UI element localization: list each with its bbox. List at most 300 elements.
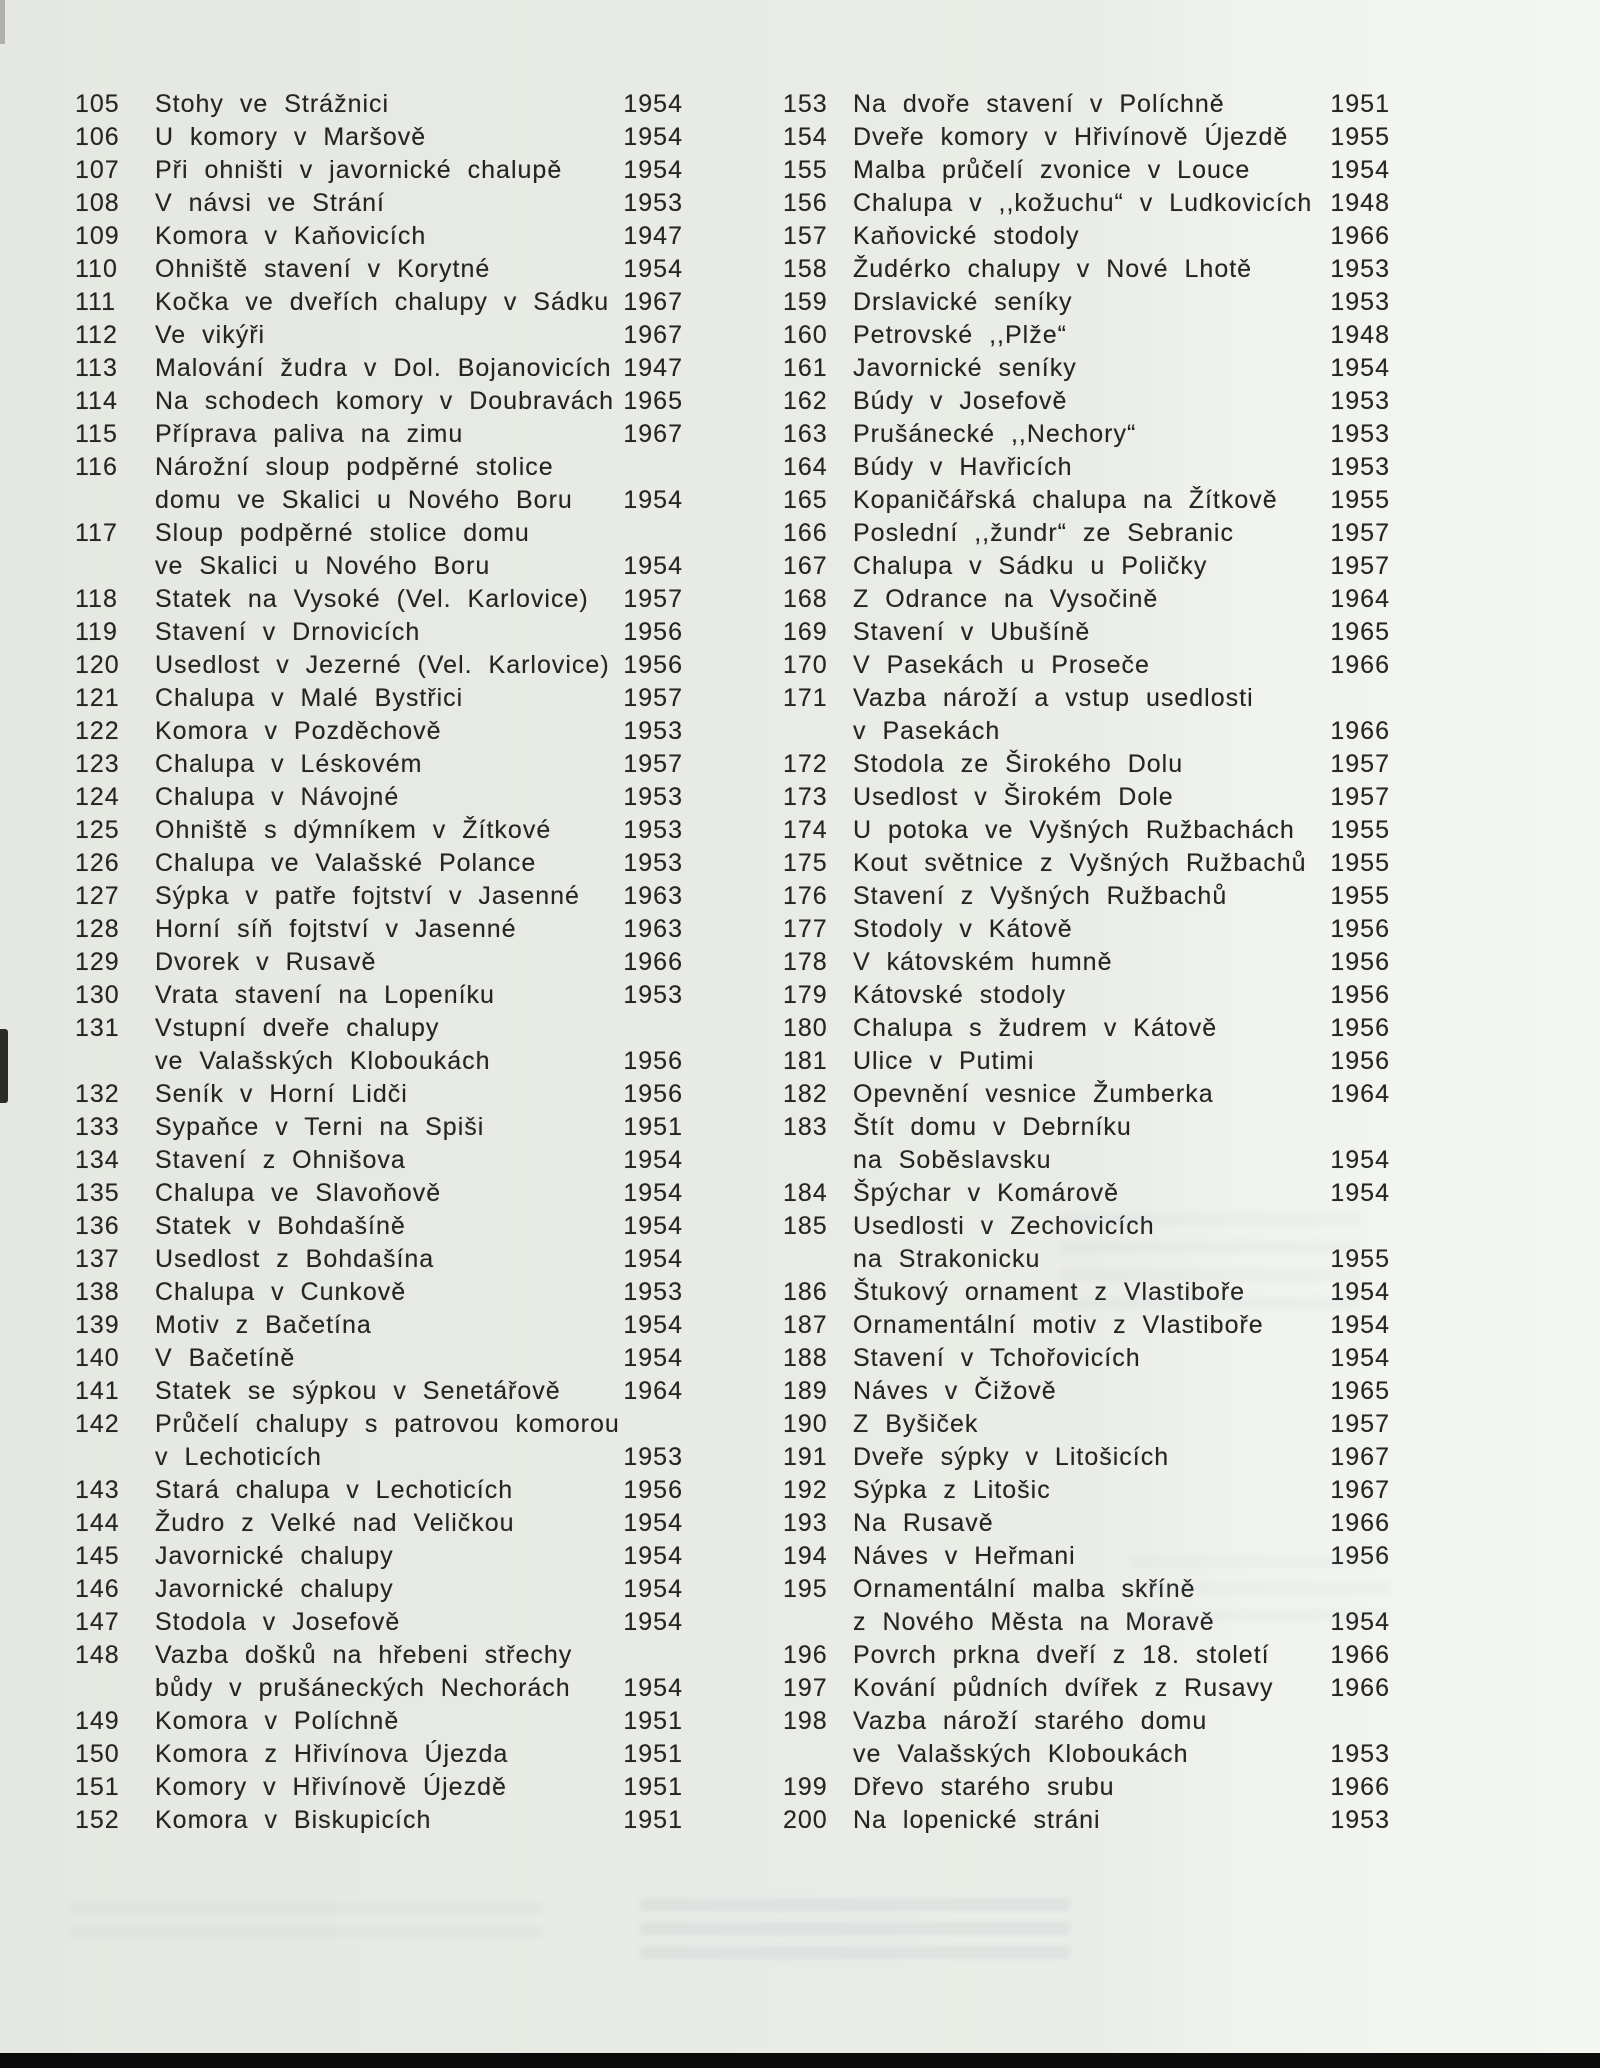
entry-line [75,913,683,946]
entry-year: 1954 [623,1311,683,1339]
entry-year: 1948 [1330,321,1390,349]
entry-number: 149 [75,1707,120,1735]
entry-line [75,319,683,352]
entry-year: 1951 [623,1707,683,1735]
entry-number: 146 [75,1575,120,1603]
entry-caption: Ve vikýři [155,321,266,349]
scan-artifact-left-edge-mark [0,1029,8,1103]
entry-line [783,649,1390,682]
list-entry [75,814,683,847]
entry-number: 126 [75,849,120,877]
entry-number: 136 [75,1212,120,1240]
entry-year: 1966 [1330,1674,1390,1702]
list-entry [783,748,1390,781]
list-entry [783,880,1390,913]
list-entry [783,220,1390,253]
entry-number: 172 [783,750,828,778]
entry-year: 1955 [1330,486,1390,514]
entry-line [75,1639,683,1672]
entry-number: 144 [75,1509,120,1537]
entry-number: 157 [783,222,828,250]
entry-caption: Usedlost v Širokém Dole [853,783,1174,811]
entry-year: 1965 [623,387,683,415]
entry-caption: Z Odrance na Vysočině [853,585,1159,613]
entry-number: 105 [75,90,120,118]
entry-number: 118 [75,585,118,613]
entry-number: 130 [75,981,120,1009]
entry-line [75,418,683,451]
entry-year: 1966 [1330,651,1390,679]
entry-year: 1953 [623,816,683,844]
entry-year: 1954 [1330,1311,1390,1339]
entry-caption: Opevnění vesnice Žumberka [853,1080,1214,1108]
entry-number: 111 [75,288,117,316]
entry-line [783,286,1390,319]
entry-number: 127 [75,882,120,910]
entry-caption: Ohniště s dýmníkem v Žítkové [155,816,552,844]
entry-number: 190 [783,1410,828,1438]
entry-caption: Vazba nároží starého domu [853,1707,1208,1735]
entry-caption: Statek v Bohdašíně [155,1212,406,1240]
list-entry [783,1276,1390,1309]
entry-year: 1966 [1330,222,1390,250]
entry-number: 159 [783,288,828,316]
entry-number: 152 [75,1806,120,1834]
entry-line [783,517,1390,550]
entry-line [783,1606,1390,1639]
entry-year: 1954 [623,1344,683,1372]
entry-line [783,748,1390,781]
list-entry [783,418,1390,451]
entry-caption: Stavení z Vyšných Ružbachů [853,882,1228,910]
entry-number: 120 [75,651,120,679]
entry-year: 1955 [1330,849,1390,877]
entry-line [75,517,683,550]
entry-number: 115 [75,420,118,448]
entry-number: 194 [783,1542,828,1570]
list-entry [783,1771,1390,1804]
entry-year: 1954 [623,90,683,118]
entry-year: 1948 [1330,189,1390,217]
entry-caption: Kočka ve dveřích chalupy v Sádku [155,288,610,316]
entry-caption: Seník v Horní Lidči [155,1080,408,1108]
list-entry [75,1210,683,1243]
entry-year: 1954 [623,1542,683,1570]
entry-number: 200 [783,1806,828,1834]
entry-year: 1957 [1330,1410,1390,1438]
entry-year: 1954 [1330,1344,1390,1372]
entry-number: 155 [783,156,828,184]
entry-number: 188 [783,1344,828,1372]
list-entry [75,1573,683,1606]
entry-year: 1947 [623,222,683,250]
entry-year: 1954 [1330,354,1390,382]
entry-caption: Sýpka v patře fojtství v Jasenné [155,882,580,910]
entry-line [783,1474,1390,1507]
list-entry [75,880,683,913]
entry-caption: Chalupa v Cunkově [155,1278,407,1306]
entry-number: 197 [783,1674,828,1702]
entry-year: 1953 [623,1278,683,1306]
entry-number: 112 [75,321,118,349]
entry-line [783,1804,1390,1837]
list-entry [783,781,1390,814]
entry-number: 196 [783,1641,828,1669]
entry-number: 123 [75,750,120,778]
entry-line [783,1705,1390,1738]
list-entry [75,385,683,418]
entry-year: 1954 [1330,1179,1390,1207]
entry-year: 1955 [1330,123,1390,151]
entry-number: 137 [75,1245,120,1273]
list-entry [75,1738,683,1771]
entry-line [75,550,683,583]
entry-line [783,1639,1390,1672]
entry-line [783,253,1390,286]
entry-caption: Nárožní sloup podpěrné stolice [155,453,554,481]
entry-caption: Štukový ornament z Vlastiboře [853,1278,1246,1306]
list-entry [75,1408,683,1474]
list-entry [75,682,683,715]
entry-line [75,253,683,286]
entry-line [783,814,1390,847]
entry-caption: V kátovském humně [853,948,1113,976]
entry-caption: Statek na Vysoké (Vel. Karlovice) [155,585,589,613]
entry-year: 1953 [623,1443,683,1471]
entry-number: 198 [783,1707,828,1735]
entry-year: 1954 [623,255,683,283]
entry-year: 1956 [623,1476,683,1504]
entry-caption: Při ohništi v javornické chalupě [155,156,563,184]
entry-caption: Komora z Hřivínova Újezda [155,1740,509,1768]
entry-line [75,880,683,913]
entry-year: 1954 [623,1608,683,1636]
entry-year: 1965 [1330,1377,1390,1405]
entry-caption: Chalupa s žudrem v Kátově [853,1014,1218,1042]
entry-line [75,1177,683,1210]
entry-year: 1954 [623,1674,683,1702]
entry-caption: Poslední ,,žundr“ ze Sebranic [853,519,1234,547]
list-entry [75,1507,683,1540]
entry-year: 1955 [1330,1245,1390,1273]
entry-number: 125 [75,816,120,844]
entry-number: 179 [783,981,828,1009]
entry-line [75,1672,683,1705]
list-entry [783,1078,1390,1111]
entry-year: 1957 [1330,552,1390,580]
entry-caption: Stodola ze Širokého Dolu [853,750,1184,778]
entry-year: 1967 [1330,1476,1390,1504]
entry-number: 142 [75,1410,120,1438]
list-entry [783,1804,1390,1837]
entry-caption: Stavení z Ohnišova [155,1146,406,1174]
entry-year: 1954 [623,1575,683,1603]
entry-line [783,121,1390,154]
entry-caption: Búdy v Josefově [853,387,1068,415]
list-entry [783,1672,1390,1705]
entry-year: 1964 [1330,1080,1390,1108]
list-entry [75,1177,683,1210]
entry-line [75,1606,683,1639]
entry-line [75,649,683,682]
list-entry [75,1243,683,1276]
entry-caption: Vazba došků na hřebeni střechy [155,1641,573,1669]
entry-number: 181 [783,1047,828,1075]
entry-line [75,451,683,484]
entry-number: 183 [783,1113,828,1141]
entry-year: 1951 [623,1740,683,1768]
list-entry [783,1012,1390,1045]
list-entry [75,1639,683,1705]
entry-year: 1957 [623,585,683,613]
list-entry [783,352,1390,385]
entry-line [75,1342,683,1375]
entry-number: 177 [783,915,828,943]
entry-number: 117 [75,519,118,547]
entry-caption: Kopaničářská chalupa na Žítkově [853,486,1278,514]
entry-year: 1953 [1330,453,1390,481]
entry-caption: Sloup podpěrné stolice domu [155,519,530,547]
entry-year: 1966 [623,948,683,976]
entry-number: 161 [783,354,828,382]
entry-caption: Chalupa v Sádku u Poličky [853,552,1208,580]
entry-number: 187 [783,1311,828,1339]
entry-caption: Chalupa ve Valašské Polance [155,849,537,877]
entry-number: 195 [783,1575,828,1603]
list-entry [75,187,683,220]
list-entry [75,847,683,880]
entry-caption: V Bačetíně [155,1344,296,1372]
list-entry [783,550,1390,583]
entry-line [75,1540,683,1573]
list-entry [75,781,683,814]
entry-year: 1954 [1330,1146,1390,1174]
entry-line [75,847,683,880]
entry-number: 173 [783,783,828,811]
entry-number: 156 [783,189,828,217]
entry-line [783,187,1390,220]
entry-caption: Průčelí chalupy s patrovou komorou [155,1410,620,1438]
entry-line [75,1507,683,1540]
entry-number: 160 [783,321,828,349]
entry-caption: Horní síň fojtství v Jasenné [155,915,517,943]
entry-number: 121 [75,684,120,712]
entry-line [75,1771,683,1804]
list-entry [783,385,1390,418]
list-entry [75,583,683,616]
list-entry [783,1705,1390,1771]
entry-caption: Sypaňce v Terni na Spiši [155,1113,485,1141]
entry-caption: V návsi ve Strání [155,189,385,217]
plate-list-left-column [75,88,683,1837]
entry-year: 1957 [623,684,683,712]
entry-number: 124 [75,783,120,811]
entry-year: 1953 [1330,1806,1390,1834]
list-entry [783,1309,1390,1342]
entry-number: 199 [783,1773,828,1801]
entry-line [783,1210,1390,1243]
entry-number: 141 [75,1377,120,1405]
entry-line [783,220,1390,253]
entry-year: 1957 [1330,750,1390,778]
entry-number: 129 [75,948,120,976]
entry-number: 148 [75,1641,120,1669]
entry-line [783,880,1390,913]
entry-number: 147 [75,1608,120,1636]
entry-caption: Prušánecké ,,Nechory“ [853,420,1137,448]
entry-line [75,1474,683,1507]
entry-caption: ve Valašských Kloboukách [155,1047,491,1075]
entry-number: 150 [75,1740,120,1768]
entry-line [783,1111,1390,1144]
entry-line [75,781,683,814]
entry-caption: Usedlost z Bohdašína [155,1245,435,1273]
entry-line [75,715,683,748]
list-entry [75,1111,683,1144]
entry-line [783,418,1390,451]
entry-line [783,550,1390,583]
entry-caption: ve Valašských Kloboukách [853,1740,1189,1768]
entry-line [75,583,683,616]
list-entry [783,286,1390,319]
entry-line [783,1276,1390,1309]
entry-line [783,1771,1390,1804]
entry-line [783,1144,1390,1177]
entry-year: 1967 [1330,1443,1390,1471]
entry-year: 1965 [1330,618,1390,646]
entry-number: 184 [783,1179,828,1207]
entry-number: 107 [75,156,120,184]
entry-caption: Ornamentální motiv z Vlastiboře [853,1311,1264,1339]
entry-line [75,187,683,220]
entry-caption: Komora v Políchně [155,1707,400,1735]
entry-line [75,616,683,649]
list-entry [75,418,683,451]
entry-year: 1954 [623,1509,683,1537]
list-entry [783,319,1390,352]
entry-number: 106 [75,123,120,151]
entry-year: 1963 [623,915,683,943]
entry-caption: Dvorek v Rusavě [155,948,377,976]
entry-caption: Náves v Heřmani [853,1542,1076,1570]
plate-list-right-column [783,88,1390,1837]
list-entry [75,1474,683,1507]
entry-year: 1967 [623,420,683,448]
entry-number: 176 [783,882,828,910]
entry-caption: Statek se sýpkou v Senetářově [155,1377,561,1405]
entry-caption: Ornamentální malba skříně [853,1575,1196,1603]
entry-caption: Vazba nároží a vstup usedlosti [853,684,1254,712]
entry-caption: Chalupa v Návojné [155,783,400,811]
entry-year: 1956 [1330,915,1390,943]
bleed-through-smudge [640,1898,1070,1968]
entry-number: 134 [75,1146,120,1174]
entry-number: 132 [75,1080,120,1108]
entry-line [75,1375,683,1408]
entry-caption: Malování žudra v Dol. Bojanovicích [155,354,612,382]
entry-number: 174 [783,816,828,844]
list-entry [75,1375,683,1408]
entry-line [75,1111,683,1144]
entry-line [783,352,1390,385]
list-entry [783,1210,1390,1276]
entry-year: 1955 [1330,882,1390,910]
list-entry [75,1342,683,1375]
entry-year: 1956 [1330,981,1390,1009]
entry-year: 1954 [1330,156,1390,184]
entry-line [75,946,683,979]
entry-year: 1957 [1330,519,1390,547]
entry-year: 1954 [623,123,683,151]
entry-year: 1966 [1330,717,1390,745]
entry-year: 1953 [1330,1740,1390,1768]
entry-year: 1964 [623,1377,683,1405]
entry-line [75,121,683,154]
list-entry [783,913,1390,946]
entry-caption: Chalupa ve Slavoňově [155,1179,442,1207]
entry-number: 122 [75,717,120,745]
entry-caption: ve Skalici u Nového Boru [155,552,491,580]
entry-number: 182 [783,1080,828,1108]
entry-year: 1957 [623,750,683,778]
entry-year: 1953 [623,783,683,811]
entry-caption: Komora v Pozděchově [155,717,442,745]
entry-number: 178 [783,948,828,976]
entry-line [783,781,1390,814]
entry-line [783,451,1390,484]
entry-caption: Náves v Čižově [853,1377,1057,1405]
entry-caption: Javornické chalupy [155,1575,394,1603]
entry-number: 145 [75,1542,120,1570]
entry-line [783,1507,1390,1540]
entry-number: 165 [783,486,828,514]
list-entry [75,286,683,319]
entry-line [783,616,1390,649]
list-entry [783,616,1390,649]
entry-year: 1953 [1330,255,1390,283]
scan-artifact-bottom-edge [0,2053,1600,2068]
entry-year: 1954 [623,486,683,514]
entry-caption: Komory v Hřivínově Újezdě [155,1773,507,1801]
entry-caption: Stavení v Tchořovicích [853,1344,1141,1372]
list-entry [75,1012,683,1078]
entry-caption: na Strakonicku [853,1245,1041,1273]
entry-caption: Vstupní dveře chalupy [155,1014,440,1042]
entry-number: 180 [783,1014,828,1042]
list-entry [75,88,683,121]
entry-number: 169 [783,618,828,646]
list-entry [783,979,1390,1012]
list-entry [75,451,683,517]
entry-line [783,1375,1390,1408]
list-entry [75,1309,683,1342]
list-entry [75,121,683,154]
entry-caption: Na schodech komory v Doubravách [155,387,615,415]
entry-caption: Komora v Biskupicích [155,1806,432,1834]
list-entry [783,682,1390,748]
list-entry [783,1342,1390,1375]
entry-year: 1954 [623,156,683,184]
entry-line [783,1540,1390,1573]
entry-year: 1953 [623,717,683,745]
entry-number: 186 [783,1278,828,1306]
entry-line [783,913,1390,946]
entry-number: 128 [75,915,120,943]
list-entry [783,1540,1390,1573]
entry-year: 1956 [623,1047,683,1075]
entry-year: 1954 [623,1245,683,1273]
list-entry [783,1375,1390,1408]
